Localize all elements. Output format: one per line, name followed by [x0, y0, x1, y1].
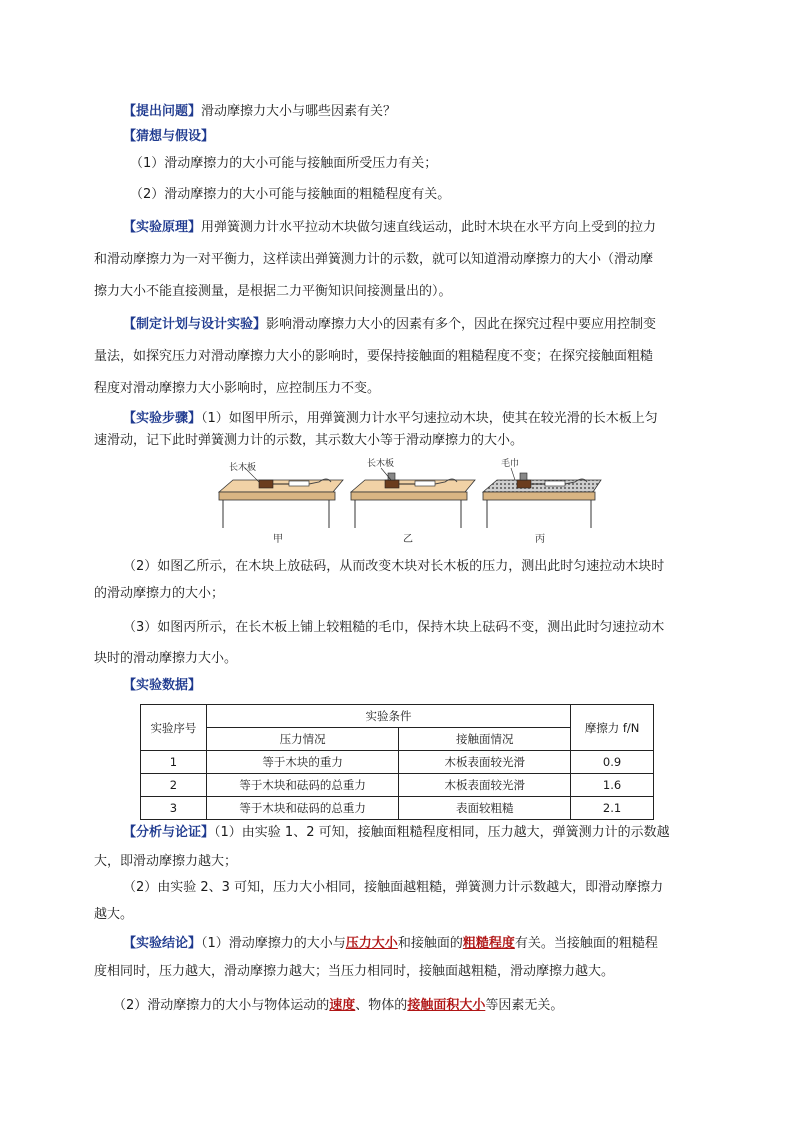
- cell-friction: 1.6: [571, 774, 654, 797]
- steps-label: 【实验步骤】: [123, 411, 202, 426]
- data-label: 【实验数据】: [123, 678, 202, 693]
- block-yi: [385, 480, 399, 488]
- table-edge-jia: [219, 492, 335, 500]
- answer-roughness: 粗糙程度: [462, 936, 515, 951]
- cell-surface: 木板表面较光滑: [399, 774, 571, 797]
- conclusion-label: 【实验结论】: [123, 936, 202, 951]
- principle-line-1: [123, 219, 656, 237]
- table-edge-yi: [351, 492, 467, 500]
- cell-surface: 表面较粗糙: [399, 797, 571, 820]
- conclusion2-text-a: （2）滑动摩擦力的大小与物体运动的: [113, 998, 330, 1013]
- analysis-label: 【分析与论证】: [123, 825, 215, 840]
- figure-caption-3: 丙: [535, 534, 545, 545]
- towel-bing: [483, 480, 601, 492]
- figure-caption-1: 甲: [273, 534, 283, 545]
- plan-text-1: 影响滑动摩擦力大小的因素有多个，因此在探究过程中要应用控制变: [266, 317, 657, 332]
- question-text: 滑动摩擦力大小与哪些因素有关？: [201, 104, 397, 119]
- weight-bing: [520, 473, 527, 480]
- figure-yi: [351, 458, 475, 545]
- conclusion2-text-b: 、物体的: [355, 998, 408, 1013]
- figure-jia: [219, 461, 343, 545]
- step2-line-2: 的滑动摩擦力的大小；: [94, 586, 225, 601]
- header-friction: 摩擦力 f/N: [571, 705, 654, 751]
- analysis-line-4: 越大。: [94, 907, 134, 922]
- cell-friction: 2.1: [571, 797, 654, 820]
- plan-line-1: [123, 316, 656, 334]
- step3-line-1: （3）如图丙所示，在长木板上铺上较粗糙的毛巾，保持木块上砝码不变，测出此时匀速拉动木: [123, 620, 665, 635]
- analysis-line-3: （2）由实验 2、3 可知，压力大小相同，接触面越粗糙，弹簧测力计示数越大，即滑动摩擦力: [123, 880, 664, 895]
- block-bing: [517, 480, 531, 488]
- steps-text-1: （1）如图甲所示，用弹簧测力计水平匀速拉动木块，使其在较光滑的长木板上匀: [201, 411, 658, 426]
- plan-line-2: 量法，如探究压力对滑动摩擦力大小的影响时，要保持接触面的粗糙程度不变；在探究接触面粗糙: [94, 349, 654, 364]
- question-label: 【提出问题】: [123, 104, 202, 119]
- principle-line-3: 擦力大小不能直接测量，是根据二力平衡知识间接测量出的）。: [94, 284, 452, 299]
- conclusion2-text-c: 等因素无关。: [485, 998, 564, 1013]
- figure-bing: [483, 458, 601, 545]
- weight-yi: [388, 473, 395, 480]
- board-jia: [219, 480, 343, 492]
- conclusion-text-a: （1）滑动摩擦力的大小与: [201, 936, 346, 951]
- cell-pressure: 等于木块和砝码的总重力: [206, 797, 399, 820]
- principle-text-1: 用弹簧测力计水平拉动木块做匀速直线运动，此时木块在水平方向上受到的拉力: [201, 220, 657, 235]
- answer-pressure: 压力大小: [345, 936, 398, 951]
- table-row: [141, 751, 654, 774]
- cell-pressure: 等于木块的重力: [206, 751, 399, 774]
- principle-label: 【实验原理】: [123, 220, 202, 235]
- figure-caption-2: 乙: [403, 534, 413, 545]
- header-conditions: 实验条件: [206, 705, 570, 728]
- analysis-line-1: [123, 824, 670, 842]
- conclusion-text-b: 和接触面的: [397, 936, 463, 951]
- steps-line-1: [123, 410, 658, 428]
- cell-surface: 木板表面较光滑: [399, 751, 571, 774]
- table-header-row: [141, 705, 654, 728]
- block-jia: [259, 480, 273, 488]
- analysis-text-1: （1）由实验 1、2 可知，接触面粗糙程度相同，压力越大，弹簧测力计的示数越: [214, 825, 670, 840]
- hypothesis-item-2: （2）滑动摩擦力的大小可能与接触面的粗糙程度有关。: [130, 187, 451, 202]
- experiment-figure: [215, 458, 605, 546]
- data-table: [140, 704, 654, 820]
- answer-speed: 速度: [329, 998, 356, 1013]
- steps-line-2: 速滑动，记下此时弹簧测力计的示数，其示数大小等于滑动摩擦力的大小。: [94, 433, 524, 448]
- spring-scale-jia: [289, 481, 309, 486]
- plan-line-3: 程度对滑动摩擦力大小影响时，应控制压力不变。: [94, 381, 381, 396]
- table-row: [141, 797, 654, 820]
- analysis-line-2: 大，即滑动摩擦力越大；: [94, 854, 238, 869]
- step3-line-2: 块时的滑动摩擦力大小。: [94, 651, 238, 666]
- spring-scale-yi: [415, 481, 435, 486]
- table-edge-bing: [483, 492, 595, 500]
- header-pressure: 压力情况: [206, 728, 399, 751]
- answer-contact-area: 接触面积大小: [407, 998, 486, 1013]
- conclusion-line-3: [113, 997, 563, 1015]
- hypothesis-label: 【猜想与假设】: [123, 129, 215, 144]
- figure-label-2: 长木板: [367, 459, 395, 469]
- cell-seq: 1: [141, 751, 207, 774]
- header-seq: 实验序号: [141, 705, 207, 751]
- spring-scale-bing: [545, 481, 565, 486]
- table-row: [141, 774, 654, 797]
- step2-line-1: （2）如图乙所示，在木块上放砝码，从而改变木块对长木板的压力，测出此时匀速拉动木块时: [123, 559, 665, 574]
- plan-label: 【制定计划与设计实验】: [123, 317, 267, 332]
- question-line: [123, 103, 396, 121]
- figure-label-1: 长木板: [229, 463, 257, 473]
- hypothesis-item-1: （1）滑动摩擦力的大小可能与接触面所受压力有关；: [130, 156, 438, 171]
- conclusion-line-1: [123, 935, 658, 953]
- cell-friction: 0.9: [571, 751, 654, 774]
- conclusion-text-c: 有关。当接触面的粗糙程: [514, 936, 658, 951]
- conclusion-line-2: 度相同时，压力越大，滑动摩擦力越大；当压力相同时，接触面越粗糙，滑动摩擦力越大。: [94, 964, 615, 979]
- header-surface: 接触面情况: [399, 728, 571, 751]
- figure-label-3: 毛巾: [501, 459, 520, 469]
- principle-line-2: 和滑动摩擦力为一对平衡力，这样读出弹簧测力计的示数，就可以知道滑动摩擦力的大小（滑动摩: [94, 252, 654, 267]
- cell-seq: 2: [141, 774, 207, 797]
- cell-seq: 3: [141, 797, 207, 820]
- cell-pressure: 等于木块和砝码的总重力: [206, 774, 399, 797]
